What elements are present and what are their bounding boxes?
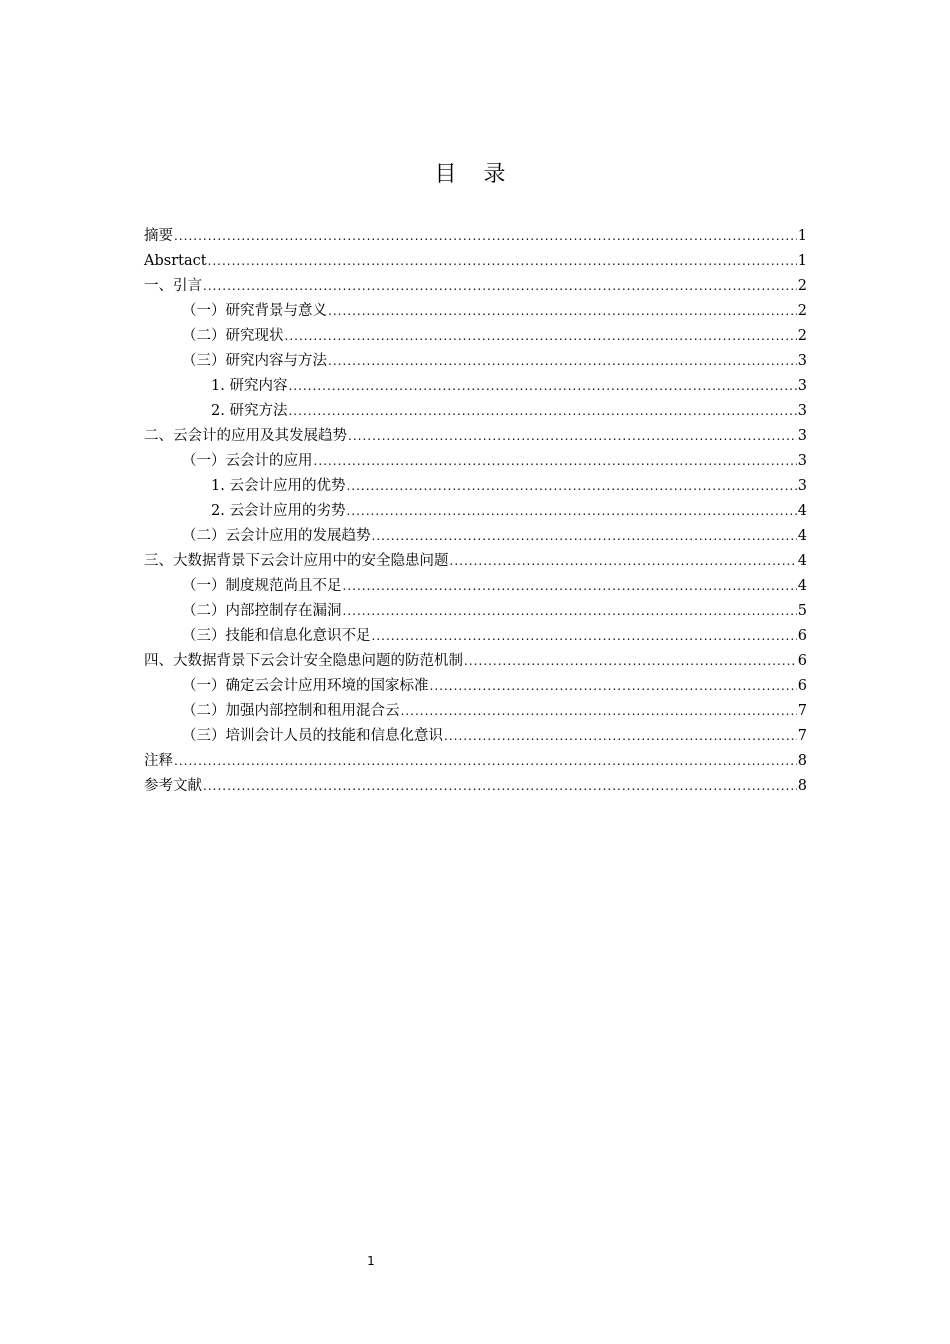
toc-entry-abstract-cn[interactable] [144,224,807,249]
toc-entry-page: 3 [797,428,807,444]
dot-leader [203,274,797,299]
toc-entry-page: 7 [797,703,807,719]
toc-entry-internal-control[interactable] [144,599,807,624]
dot-leader [372,524,797,549]
toc-entry-label: 注释 [144,753,173,769]
toc-entry-label: 2. 研究方法 [211,403,288,419]
toc-entry-page: 3 [797,378,807,394]
toc-entry-page: 8 [797,778,807,794]
toc-entry-skills[interactable] [144,624,807,649]
dot-leader [203,774,797,799]
toc-entry-content-method[interactable] [144,349,807,374]
toc-entry-research-content[interactable] [144,374,807,399]
toc-entry-label: （二）加强内部控制和租用混合云 [182,703,400,719]
toc-entry-research-method[interactable] [144,399,807,424]
dot-leader [174,749,797,774]
toc-entry-disadvantages[interactable] [144,499,807,524]
toc-entry-page: 1 [797,253,807,269]
toc-entry-hybrid-cloud[interactable] [144,699,807,724]
toc-entry-label: （一）制度规范尚且不足 [182,578,342,594]
toc-entry-page: 1 [797,228,807,244]
toc-entry-page: 5 [797,603,807,619]
toc-entry-status[interactable] [144,324,807,349]
toc-entry-page: 8 [797,753,807,769]
table-of-contents [144,224,807,799]
toc-entry-label: （二）云会计应用的发展趋势 [182,528,371,544]
toc-entry-page: 3 [797,453,807,469]
toc-entry-chapter-4[interactable] [144,649,807,674]
dot-leader [372,624,797,649]
toc-entry-application[interactable] [144,449,807,474]
toc-entry-label: 1. 研究内容 [211,378,288,394]
toc-entry-label: 参考文献 [144,778,202,794]
toc-entry-page: 4 [797,503,807,519]
toc-entry-national-standard[interactable] [144,674,807,699]
toc-entry-label: （一）云会计的应用 [182,453,313,469]
toc-entry-abstract-en[interactable] [144,249,807,274]
toc-entry-chapter-3[interactable] [144,549,807,574]
toc-entry-background[interactable] [144,299,807,324]
dot-leader [285,324,797,349]
toc-entry-page: 3 [797,403,807,419]
dot-leader [401,699,797,724]
page-title: 目 录 [434,162,516,187]
dot-leader [328,349,797,374]
toc-entry-page: 3 [797,353,807,369]
toc-entry-label: 三、大数据背景下云会计应用中的安全隐患问题 [144,553,449,569]
toc-entry-page: 4 [797,528,807,544]
dot-leader [464,649,797,674]
dot-leader [343,574,797,599]
dot-leader [288,399,796,424]
toc-entry-page: 2 [797,278,807,294]
toc-entry-page: 4 [797,578,807,594]
toc-entry-label: 一、引言 [144,278,202,294]
toc-entry-label: （三）研究内容与方法 [182,353,327,369]
page-number: 1 [367,1254,375,1268]
dot-leader [288,374,796,399]
toc-entry-references[interactable] [144,774,807,799]
dot-leader [450,549,797,574]
toc-entry-label: （三）技能和信息化意识不足 [182,628,371,644]
dot-leader [346,499,796,524]
dot-leader [343,599,797,624]
toc-entry-label: （二）内部控制存在漏洞 [182,603,342,619]
toc-entry-notes[interactable] [144,749,807,774]
toc-entry-page: 4 [797,553,807,569]
toc-entry-introduction[interactable] [144,274,807,299]
toc-entry-page: 2 [797,303,807,319]
toc-entry-page: 2 [797,328,807,344]
dot-leader [444,724,797,749]
dot-leader [174,224,797,249]
dot-leader [346,474,796,499]
dot-leader [348,424,797,449]
dot-leader [208,249,797,274]
toc-entry-label: 1. 云会计应用的优势 [211,478,346,494]
dot-leader [430,674,797,699]
dot-leader [314,449,797,474]
toc-entry-page: 6 [797,653,807,669]
toc-entry-advantages[interactable] [144,474,807,499]
toc-entry-chapter-2[interactable] [144,424,807,449]
toc-entry-label: （一）研究背景与意义 [182,303,327,319]
toc-entry-trends[interactable] [144,524,807,549]
toc-entry-page: 6 [797,678,807,694]
toc-entry-page: 7 [797,728,807,744]
toc-entry-label: 二、云会计的应用及其发展趋势 [144,428,347,444]
toc-entry-label: Absrtact [144,253,207,269]
toc-entry-regulation[interactable] [144,574,807,599]
toc-entry-label: 四、大数据背景下云会计安全隐患问题的防范机制 [144,653,463,669]
toc-entry-label: （一）确定云会计应用环境的国家标准 [182,678,429,694]
toc-entry-label: （三）培训会计人员的技能和信息化意识 [182,728,443,744]
toc-entry-label: （二）研究现状 [182,328,284,344]
dot-leader [328,299,797,324]
toc-entry-page: 6 [797,628,807,644]
toc-entry-training[interactable] [144,724,807,749]
toc-entry-label: 2. 云会计应用的劣势 [211,503,346,519]
toc-entry-label: 摘要 [144,228,173,244]
toc-entry-page: 3 [797,478,807,494]
